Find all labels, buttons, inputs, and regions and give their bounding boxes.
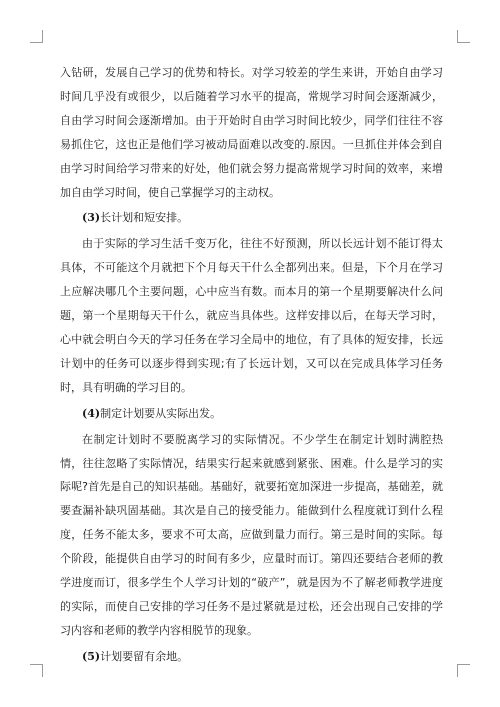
crop-mark-top-left [30, 30, 43, 43]
crop-mark-bottom-left [30, 664, 43, 677]
section-title: 计划要留有余地。 [100, 649, 189, 663]
crop-mark-bottom-right [457, 664, 470, 677]
section-heading-4 [60, 402, 443, 426]
crop-mark-top-right [457, 30, 470, 43]
section-title: 长计划和短安排。 [100, 211, 189, 225]
section-number: (4) [82, 406, 101, 420]
paragraph-long-short-plan: 由于实际的学习生活千变万化，往往不好预测，所以长远计划不能订得太具体，不可能这个月就把下个月每天干什么全都列出来。但是，下个月在学习上应解决哪几个主要问题，心中应当有数。而本月的第一个星期要解决什么问题，第一个星期每天干什么，就应当具体些。这样安排以后，在每天学习时，心中就会明白今天的学习任务在学习全局中的地位，有了具体的短安排，长远计划中的任务可以逐步得到实现;有了长远计划，又可以在完成具体学习任务时，具有明确的学习目的。 [60, 237, 443, 394]
document-body [60, 61, 443, 671]
paragraph-practical-plan: 在制定计划时不要脱离学习的实际情况。不少学生在制定计划时满腔热情，往往忽略了实际情况，结果实行起来就感到紧张、困难。什么是学习的实际呢?首先是自己的知识基础。基础好，就要拓宽加深进一步提高，基础差，就要查漏补缺巩固基础。其次是自己的接受能力。能做到什么程度就订到什么程度，任务不能太多，要求不可太高，应做到量力而行。第三是时间的实际。每个阶段，能提供自由学习的时间有多少，应量时而订。第四还要结合老师的教学进度而订，很多学生个人学习计划的“破产”，就是因为不了解老师教学进度的实际，而使自己安排的学习任务不是过紧就是过松，还会出现自己安排的学习内容和老师的教学内容相脱节的现象。 [60, 432, 443, 637]
section-heading-3 [60, 206, 443, 230]
section-number: (5) [82, 649, 101, 663]
section-number: (3) [82, 211, 101, 225]
paragraph-continued: 入钻研，发展自己学习的优势和特长。对学习较差的学生来讲，开始自由学习时间几乎没有或很少，以后随着学习水平的提高，常规学习时间会逐渐减少，自由学习时间会逐渐增加。由于开始时自由学习时间比较少，同学们往往不容易抓住它，这也正是他们学习被动局面难以改变的.原因。一旦抓住并体会到自由学习时间给学习带来的好处，他们就会努力提高常规学习时间的效率，来增加自由学习时间，使自己掌握学习的主动权。 [60, 66, 443, 199]
section-heading-5 [60, 645, 443, 669]
section-title: 制定计划要从实际出发。 [100, 406, 222, 420]
